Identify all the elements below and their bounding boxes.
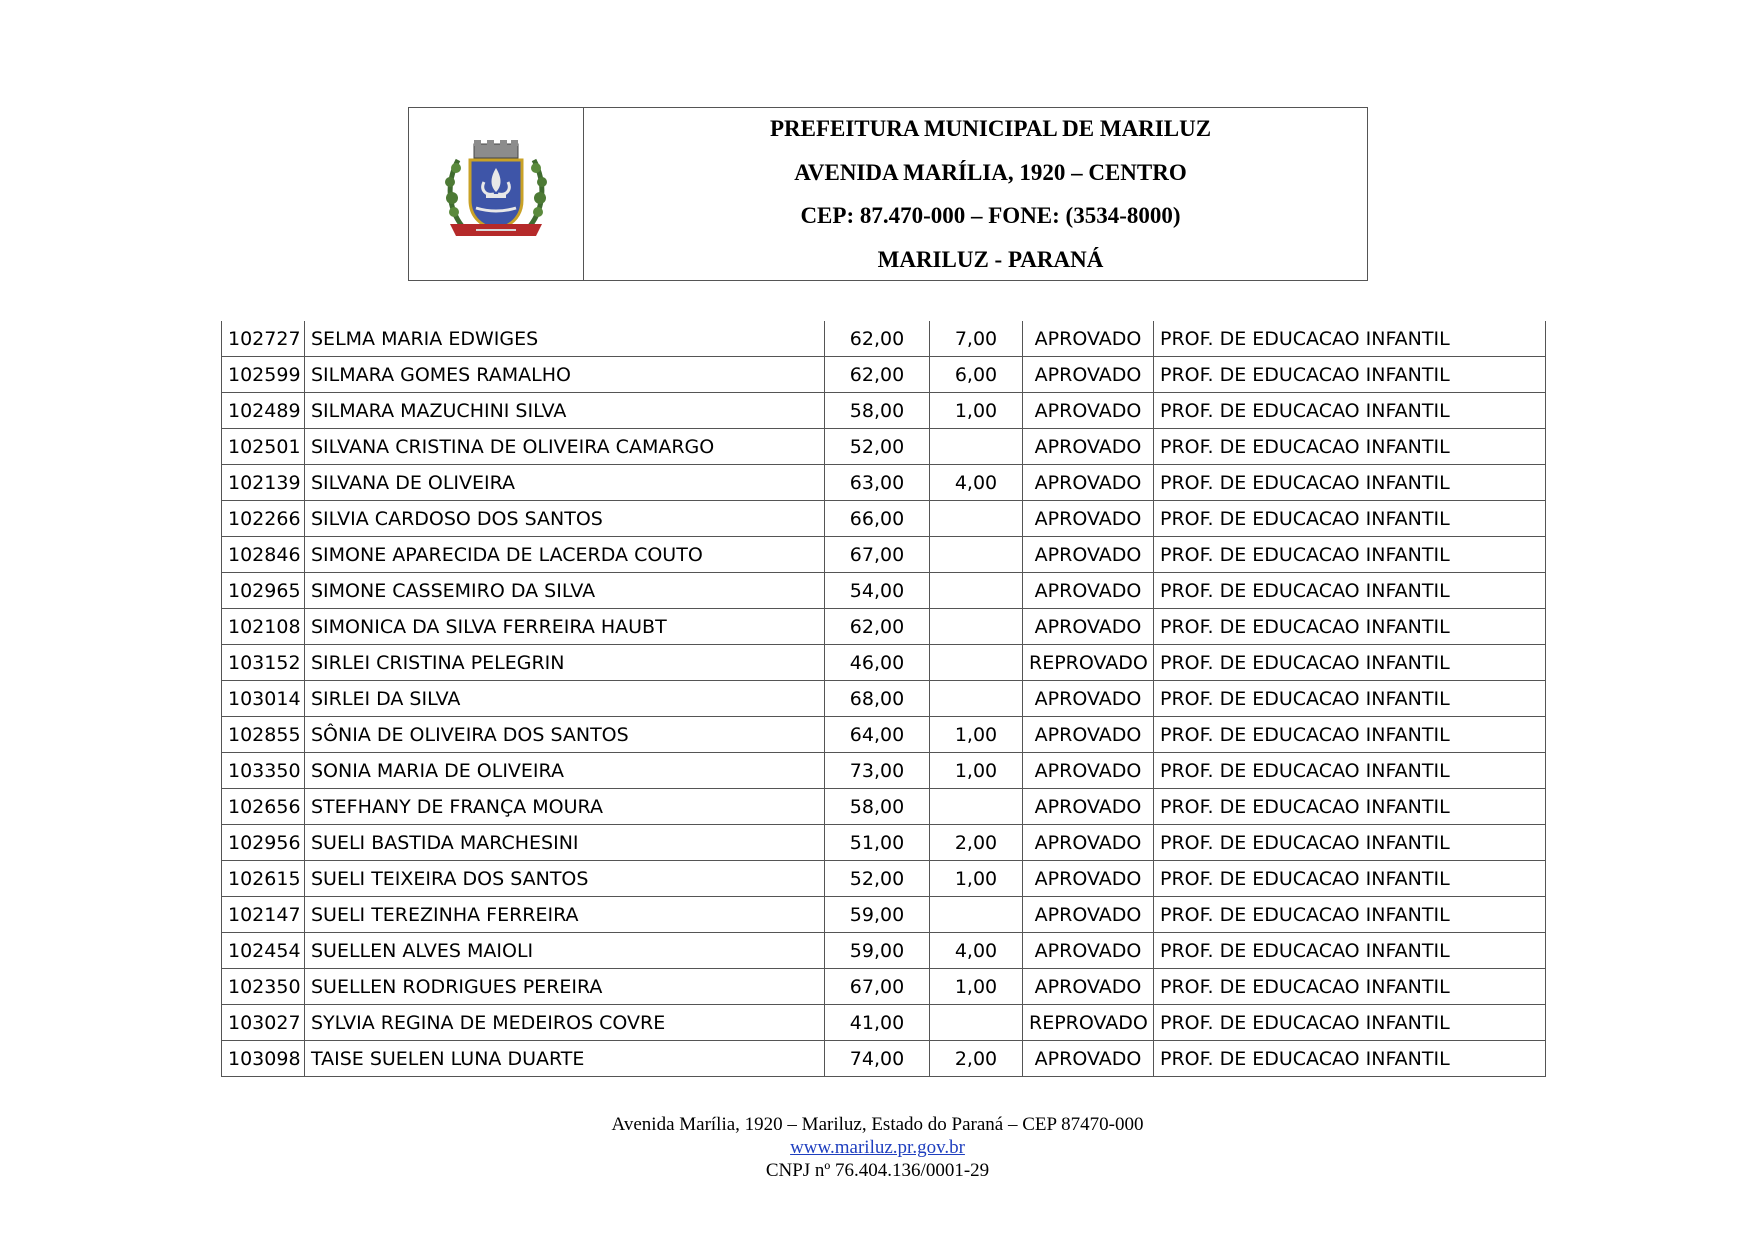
candidate-id: 103027 xyxy=(222,1005,305,1041)
candidate-name: SILMARA MAZUCHINI SILVA xyxy=(305,393,825,429)
table-row xyxy=(222,321,1546,357)
candidate-role: PROF. DE EDUCACAO INFANTIL xyxy=(1154,645,1546,681)
candidate-score: 46,00 xyxy=(825,645,930,681)
candidate-id: 102454 xyxy=(222,933,305,969)
candidate-role: PROF. DE EDUCACAO INFANTIL xyxy=(1154,609,1546,645)
table-row xyxy=(222,969,1546,1005)
municipality-state: MARILUZ - PARANÁ xyxy=(877,246,1104,272)
table-row xyxy=(222,717,1546,753)
candidate-status: APROVADO xyxy=(1023,825,1154,861)
candidate-role: PROF. DE EDUCACAO INFANTIL xyxy=(1154,969,1546,1005)
table-row xyxy=(222,429,1546,465)
candidate-role: PROF. DE EDUCACAO INFANTIL xyxy=(1154,537,1546,573)
candidate-role: PROF. DE EDUCACAO INFANTIL xyxy=(1154,933,1546,969)
candidate-id: 102656 xyxy=(222,789,305,825)
candidate-score: 54,00 xyxy=(825,573,930,609)
candidate-status: APROVADO xyxy=(1023,1041,1154,1077)
candidate-status: APROVADO xyxy=(1023,861,1154,897)
candidate-role: PROF. DE EDUCACAO INFANTIL xyxy=(1154,789,1546,825)
candidate-bonus: 1,00 xyxy=(930,861,1023,897)
candidate-score: 73,00 xyxy=(825,753,930,789)
candidate-bonus xyxy=(930,897,1023,933)
candidate-bonus xyxy=(930,1005,1023,1041)
candidate-score: 51,00 xyxy=(825,825,930,861)
candidate-role: PROF. DE EDUCACAO INFANTIL xyxy=(1154,321,1546,357)
results-table-body xyxy=(222,321,1546,1077)
candidate-score: 63,00 xyxy=(825,465,930,501)
candidate-name: SYLVIA REGINA DE MEDEIROS COVRE xyxy=(305,1005,825,1041)
candidate-status: APROVADO xyxy=(1023,393,1154,429)
candidate-score: 74,00 xyxy=(825,1041,930,1077)
candidate-status: APROVADO xyxy=(1023,717,1154,753)
table-row xyxy=(222,501,1546,537)
candidate-bonus: 6,00 xyxy=(930,357,1023,393)
candidate-id: 102108 xyxy=(222,609,305,645)
table-row xyxy=(222,393,1546,429)
candidate-name: SIMONE CASSEMIRO DA SILVA xyxy=(305,573,825,609)
candidate-score: 52,00 xyxy=(825,861,930,897)
table-row xyxy=(222,573,1546,609)
candidate-status: APROVADO xyxy=(1023,465,1154,501)
candidate-score: 67,00 xyxy=(825,969,930,1005)
candidate-name: SIRLEI DA SILVA xyxy=(305,681,825,717)
candidate-name: SILVANA DE OLIVEIRA xyxy=(305,465,825,501)
candidate-name: SÔNIA DE OLIVEIRA DOS SANTOS xyxy=(305,717,825,753)
candidate-bonus xyxy=(930,789,1023,825)
footer-cnpj: CNPJ nº 76.404.136/0001-29 xyxy=(765,1160,990,1181)
candidate-role: PROF. DE EDUCACAO INFANTIL xyxy=(1154,825,1546,861)
footer-address: Avenida Marília, 1920 – Mariluz, Estado do Paraná – CEP 87470-000 xyxy=(611,1114,1144,1135)
candidate-id: 103350 xyxy=(222,753,305,789)
table-row xyxy=(222,753,1546,789)
candidate-status: APROVADO xyxy=(1023,501,1154,537)
candidate-bonus xyxy=(930,609,1023,645)
candidate-role: PROF. DE EDUCACAO INFANTIL xyxy=(1154,357,1546,393)
footer-website-link[interactable]: www.mariluz.pr.gov.br xyxy=(790,1137,965,1158)
candidate-score: 68,00 xyxy=(825,681,930,717)
candidate-name: SILVIA CARDOSO DOS SANTOS xyxy=(305,501,825,537)
candidate-name: SIMONICA DA SILVA FERREIRA HAUBT xyxy=(305,609,825,645)
candidate-score: 52,00 xyxy=(825,429,930,465)
candidate-status: APROVADO xyxy=(1023,681,1154,717)
candidate-role: PROF. DE EDUCACAO INFANTIL xyxy=(1154,429,1546,465)
candidate-score: 58,00 xyxy=(825,789,930,825)
results-table xyxy=(221,321,1546,1077)
candidate-id: 102350 xyxy=(222,969,305,1005)
candidate-score: 67,00 xyxy=(825,537,930,573)
candidate-status: APROVADO xyxy=(1023,357,1154,393)
municipality-name: PREFEITURA MUNICIPAL DE MARILUZ xyxy=(769,116,1212,141)
candidate-id: 102489 xyxy=(222,393,305,429)
candidate-name: SUELI TEREZINHA FERREIRA xyxy=(305,897,825,933)
candidate-bonus: 1,00 xyxy=(930,969,1023,1005)
candidate-status: APROVADO xyxy=(1023,537,1154,573)
candidate-status: APROVADO xyxy=(1023,897,1154,933)
candidate-name: SILMARA GOMES RAMALHO xyxy=(305,357,825,393)
candidate-bonus xyxy=(930,501,1023,537)
candidate-bonus xyxy=(930,681,1023,717)
candidate-name: SUELI BASTIDA MARCHESINI xyxy=(305,825,825,861)
candidate-bonus: 1,00 xyxy=(930,753,1023,789)
candidate-bonus: 2,00 xyxy=(930,825,1023,861)
candidate-name: STEFHANY DE FRANÇA MOURA xyxy=(305,789,825,825)
candidate-status: APROVADO xyxy=(1023,429,1154,465)
candidate-name: SIMONE APARECIDA DE LACERDA COUTO xyxy=(305,537,825,573)
candidate-id: 102846 xyxy=(222,537,305,573)
logo-cell xyxy=(409,108,584,280)
candidate-score: 62,00 xyxy=(825,357,930,393)
candidate-status: APROVADO xyxy=(1023,969,1154,1005)
candidate-score: 62,00 xyxy=(825,609,930,645)
candidate-bonus xyxy=(930,573,1023,609)
candidate-score: 64,00 xyxy=(825,717,930,753)
candidate-name: SILVANA CRISTINA DE OLIVEIRA CAMARGO xyxy=(305,429,825,465)
candidate-role: PROF. DE EDUCACAO INFANTIL xyxy=(1154,465,1546,501)
candidate-id: 103152 xyxy=(222,645,305,681)
candidate-id: 102266 xyxy=(222,501,305,537)
table-row xyxy=(222,789,1546,825)
candidate-score: 41,00 xyxy=(825,1005,930,1041)
candidate-bonus: 2,00 xyxy=(930,1041,1023,1077)
table-row xyxy=(222,537,1546,573)
candidate-status: APROVADO xyxy=(1023,321,1154,357)
municipality-contact: CEP: 87.470-000 – FONE: (3534-8000) xyxy=(800,203,1181,228)
candidate-bonus: 1,00 xyxy=(930,393,1023,429)
candidate-status: APROVADO xyxy=(1023,789,1154,825)
candidate-status: REPROVADO xyxy=(1023,645,1154,681)
candidate-id: 102956 xyxy=(222,825,305,861)
municipal-coat-of-arms-icon xyxy=(440,138,552,250)
candidate-bonus: 1,00 xyxy=(930,717,1023,753)
table-row xyxy=(222,609,1546,645)
candidate-id: 102727 xyxy=(222,321,305,357)
candidate-bonus xyxy=(930,429,1023,465)
candidate-role: PROF. DE EDUCACAO INFANTIL xyxy=(1154,861,1546,897)
table-row xyxy=(222,681,1546,717)
table-row xyxy=(222,933,1546,969)
candidate-name: SIRLEI CRISTINA PELEGRIN xyxy=(305,645,825,681)
candidate-score: 59,00 xyxy=(825,933,930,969)
candidate-id: 103014 xyxy=(222,681,305,717)
candidate-status: APROVADO xyxy=(1023,609,1154,645)
candidate-id: 102615 xyxy=(222,861,305,897)
candidate-bonus xyxy=(930,645,1023,681)
candidate-id: 102147 xyxy=(222,897,305,933)
letterhead xyxy=(408,107,1368,281)
candidate-name: TAISE SUELEN LUNA DUARTE xyxy=(305,1041,825,1077)
table-row xyxy=(222,645,1546,681)
candidate-id: 102965 xyxy=(222,573,305,609)
page-footer xyxy=(0,1113,1755,1182)
candidate-id: 102501 xyxy=(222,429,305,465)
candidate-role: PROF. DE EDUCACAO INFANTIL xyxy=(1154,1005,1546,1041)
table-row xyxy=(222,897,1546,933)
candidate-score: 58,00 xyxy=(825,393,930,429)
candidate-id: 102599 xyxy=(222,357,305,393)
candidate-bonus: 7,00 xyxy=(930,321,1023,357)
candidate-status: APROVADO xyxy=(1023,933,1154,969)
table-row xyxy=(222,825,1546,861)
candidate-role: PROF. DE EDUCACAO INFANTIL xyxy=(1154,1041,1546,1077)
candidate-score: 62,00 xyxy=(825,321,930,357)
candidate-status: APROVADO xyxy=(1023,753,1154,789)
candidate-role: PROF. DE EDUCACAO INFANTIL xyxy=(1154,717,1546,753)
candidate-bonus xyxy=(930,537,1023,573)
table-row xyxy=(222,1005,1546,1041)
candidate-score: 66,00 xyxy=(825,501,930,537)
table-row xyxy=(222,465,1546,501)
candidate-role: PROF. DE EDUCACAO INFANTIL xyxy=(1154,501,1546,537)
candidate-status: APROVADO xyxy=(1023,573,1154,609)
candidate-role: PROF. DE EDUCACAO INFANTIL xyxy=(1154,897,1546,933)
table-row xyxy=(222,1041,1546,1077)
candidate-bonus: 4,00 xyxy=(930,933,1023,969)
municipality-address: AVENIDA MARÍLIA, 1920 – CENTRO xyxy=(794,159,1187,185)
letterhead-title xyxy=(584,108,1367,280)
candidate-id: 102139 xyxy=(222,465,305,501)
table-row xyxy=(222,357,1546,393)
candidate-id: 103098 xyxy=(222,1041,305,1077)
candidate-role: PROF. DE EDUCACAO INFANTIL xyxy=(1154,393,1546,429)
candidate-id: 102855 xyxy=(222,717,305,753)
candidate-role: PROF. DE EDUCACAO INFANTIL xyxy=(1154,753,1546,789)
candidate-score: 59,00 xyxy=(825,897,930,933)
candidate-bonus: 4,00 xyxy=(930,465,1023,501)
candidate-status: REPROVADO xyxy=(1023,1005,1154,1041)
candidate-name: SUELLEN ALVES MAIOLI xyxy=(305,933,825,969)
candidate-role: PROF. DE EDUCACAO INFANTIL xyxy=(1154,681,1546,717)
candidate-name: SONIA MARIA DE OLIVEIRA xyxy=(305,753,825,789)
candidate-name: SUELLEN RODRIGUES PEREIRA xyxy=(305,969,825,1005)
candidate-name: SELMA MARIA EDWIGES xyxy=(305,321,825,357)
table-row xyxy=(222,861,1546,897)
candidate-role: PROF. DE EDUCACAO INFANTIL xyxy=(1154,573,1546,609)
candidate-name: SUELI TEIXEIRA DOS SANTOS xyxy=(305,861,825,897)
